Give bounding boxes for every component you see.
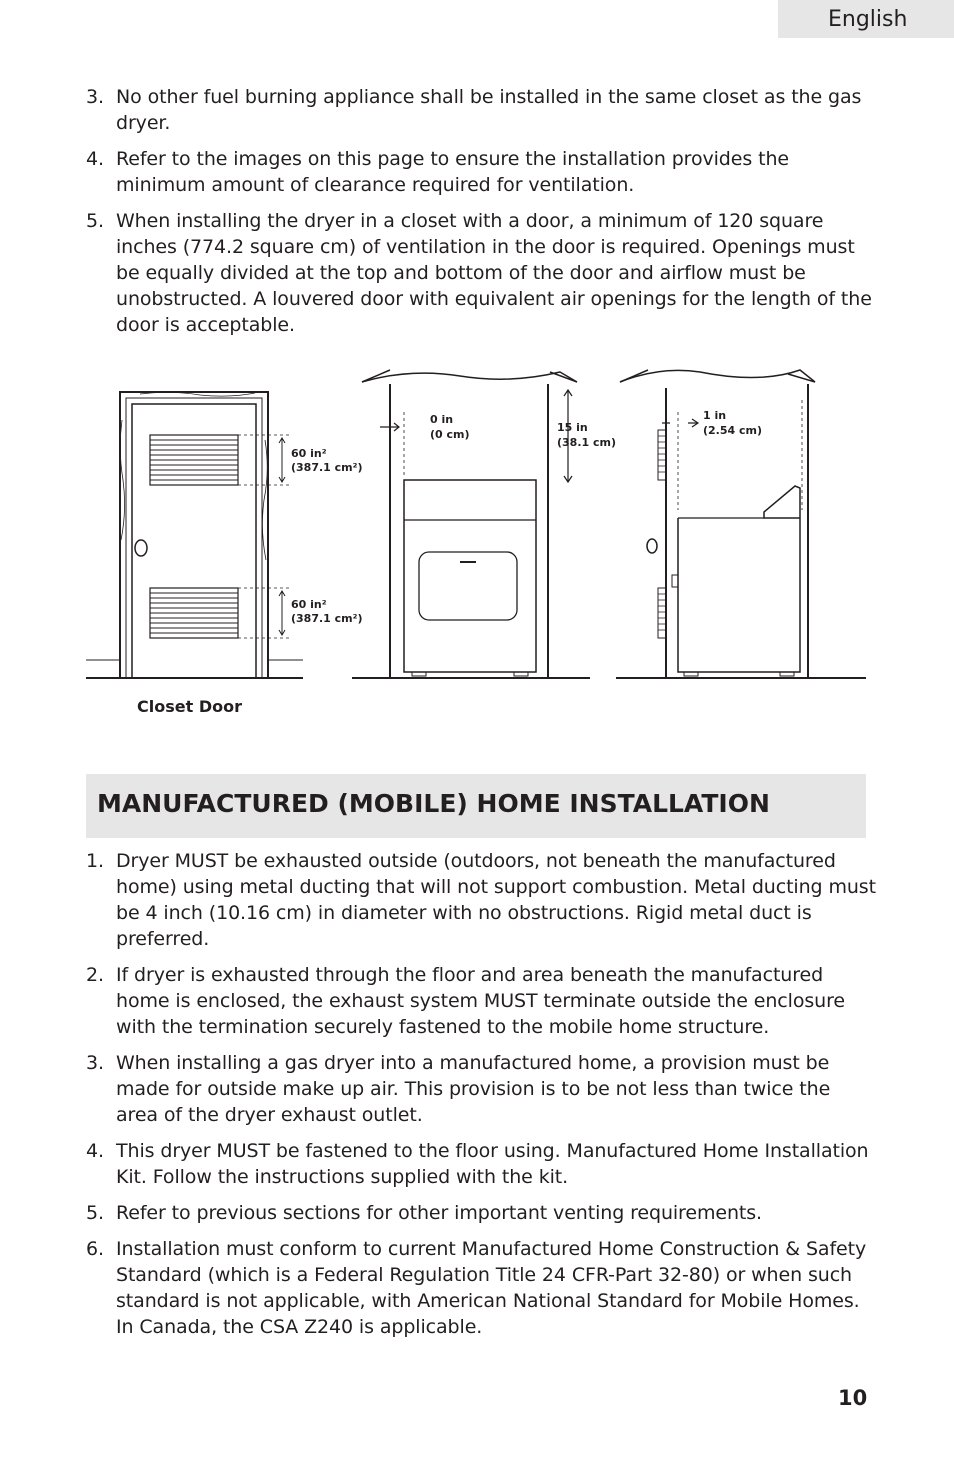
item-number: 5. xyxy=(86,1202,104,1224)
item-number: 4. xyxy=(86,148,104,170)
item-number: 4. xyxy=(86,1140,104,1162)
item-text: Refer to the images on this page to ensure the installation provides the minimum amount of clearance required for ventilation. xyxy=(116,148,789,196)
top-vent-area-label: 60 in² xyxy=(291,447,327,460)
item-text: If dryer is exhausted through the floor and area beneath the manufactured home is enclosed, the exhaust system MUST terminate outside the enclosure with the termination securely fastened to the mobile home structure. xyxy=(116,964,845,1038)
closet-requirements-list xyxy=(86,84,876,348)
list-item xyxy=(86,848,876,952)
list-item xyxy=(86,1200,876,1226)
clearance-diagram xyxy=(0,360,954,730)
side-clearance-label: 0 in xyxy=(430,413,454,426)
bottom-vent-area-metric: (387.1 cm²) xyxy=(291,612,363,625)
section-title: MANUFACTURED (MOBILE) HOME INSTALLATION xyxy=(97,789,770,818)
top-clearance-label: 15 in xyxy=(557,421,588,434)
top-clearance-metric: (38.1 cm) xyxy=(557,436,617,449)
bottom-louver xyxy=(150,588,238,638)
list-item xyxy=(86,208,876,338)
closet-door-figure xyxy=(86,392,303,678)
clearance-figures xyxy=(0,360,954,730)
item-number: 6. xyxy=(86,1238,104,1260)
list-item xyxy=(86,84,876,136)
list-item xyxy=(86,1050,876,1128)
dryer-side-figure xyxy=(616,370,866,678)
top-vent-area-metric: (387.1 cm²) xyxy=(291,461,363,474)
bottom-vent-area-label: 60 in² xyxy=(291,598,327,611)
list-item xyxy=(86,1138,876,1190)
language-tab[interactable]: English xyxy=(778,0,954,38)
item-number: 2. xyxy=(86,964,104,986)
item-text: When installing a gas dryer into a manufactured home, a provision must be made for outside make up air. This provision is to be not less than twice the area of the dryer exhaust outlet. xyxy=(116,1052,831,1126)
list-item xyxy=(86,1236,876,1340)
item-number: 1. xyxy=(86,850,104,872)
rear-clearance-label: 1 in xyxy=(703,409,727,422)
item-text: Installation must conform to current Manufactured Home Construction & Safety Standard (which is a Federal Regulation Title 24 CFR-Part 32-80) or when such standard is not applicable, with American National Standard for Mobile Homes. In Canada, the CSA Z240 is applicable. xyxy=(116,1238,867,1338)
section-header xyxy=(86,774,866,838)
item-text: When installing the dryer in a closet with a door, a minimum of 120 square inches (774.2 square cm) of ventilation in the door is required. Openings must be equally divided at the top and bottom of the door and airflow must be unobstructed. A louvered door with equivalent air openings for the length of the door is acceptable. xyxy=(116,210,872,336)
side-clearance-metric: (0 cm) xyxy=(430,428,470,441)
item-number: 3. xyxy=(86,1052,104,1074)
door-knob xyxy=(135,540,147,556)
figure-caption: Closet Door xyxy=(137,697,242,716)
item-text: This dryer MUST be fastened to the floor using. Manufactured Home Installation Kit. Follow the instructions supplied with the kit. xyxy=(116,1140,869,1188)
item-text: Dryer MUST be exhausted outside (outdoors, not beneath the manufactured home) using metal ducting that will not support combustion. Metal ducting must be 4 inch (10.16 cm) in diameter with no obstructions. Rigid metal duct is preferred. xyxy=(116,850,876,950)
dryer-front-figure xyxy=(352,370,590,678)
list-item xyxy=(86,146,876,198)
mobile-home-installation-list xyxy=(86,848,876,1350)
list-item xyxy=(86,962,876,1040)
item-number: 3. xyxy=(86,86,104,108)
rear-clearance-metric: (2.54 cm) xyxy=(703,424,763,437)
item-text: Refer to previous sections for other important venting requirements. xyxy=(116,1202,762,1224)
page-number: 10 xyxy=(838,1386,868,1410)
item-number: 5. xyxy=(86,210,104,232)
top-louver xyxy=(150,435,238,485)
item-text: No other fuel burning appliance shall be installed in the same closet as the gas dryer. xyxy=(116,86,862,134)
